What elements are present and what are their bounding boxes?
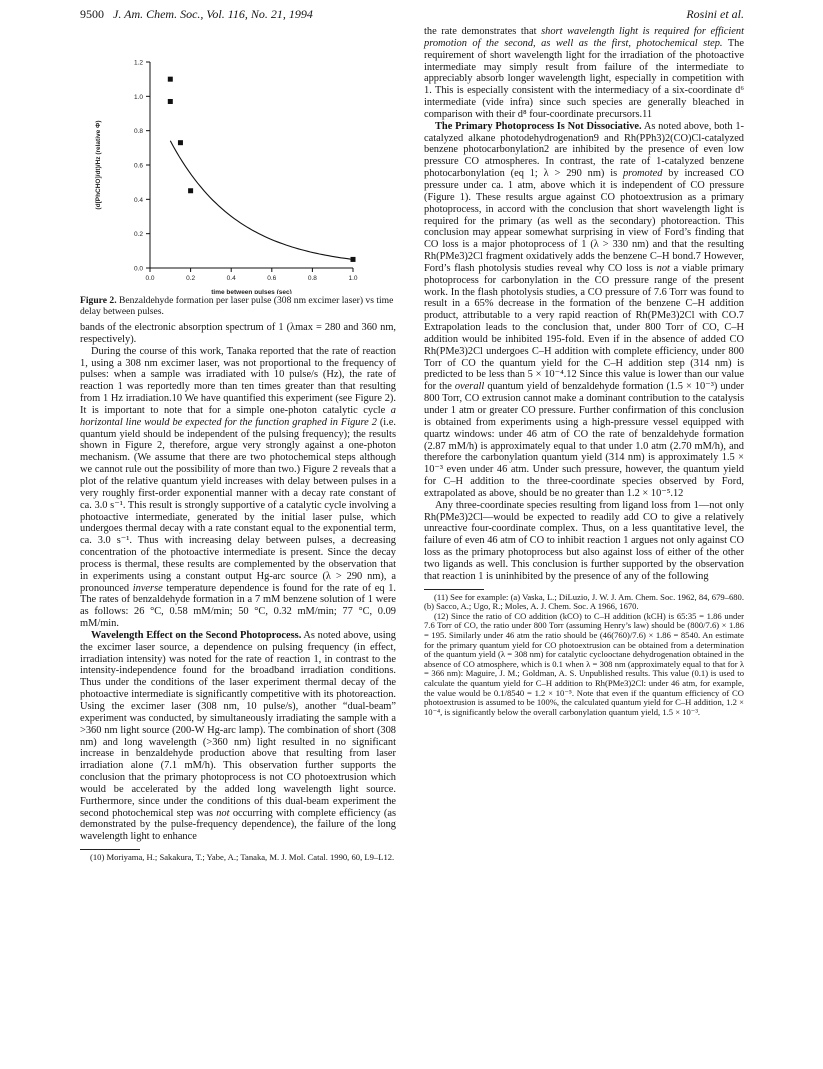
paragraph: bands of the electronic absorption spectrum of 1 (λmax = 280 and 360 nm, respectively). [80, 322, 396, 345]
data-point [168, 99, 173, 104]
running-header-authors: Rosini et al. [686, 7, 744, 21]
footnote-12: (12) Since the ratio of CO addition (kCO) to C–H addition (kCH) is 65:35 = 1.86 under 7.6 Torr of CO, the ratio under 800 Torr (assuming Henry’s law) should be (800/7.6) × 1.86 = 195. Similarly under 46 atm the ratio should be (46(760)/7.6) × 1.86 = 8540. An estimate for the primary quantum yield for CO photoextrusion can be obtained from a determination of the quantum yield (λ = 308 nm) for catalytic cyclooctane dehydrogenation obtained in the absence of CO atmosphere, which is 0.1 when λ = 308 nm (approximately equal to that for λ = 366 nm): Maguire, J. M.; Goldman, A. S. Unpublished results. This value (0.1) is used to calculate the quantum yield for C–H addition to Rh(PMe3)2Cl: under 46 atm, for example, the value would be 0.1/8540 = 1.2 × 10⁻⁵. Note that even if the quantum efficiency of CO photoextrusion is assumed to be 100%, the calculated quantum yield for C–H addition, 1.2 × 10⁻⁴, is significantly below the overall carbonylation quantum yield, 1.5 × 10⁻³. [424, 610, 744, 717]
figure-caption-text: Benzaldehyde formation per laser pulse (308 nm excimer laser) vs time delay between pulses. [80, 295, 394, 317]
figure-2-chart [78, 28, 398, 294]
paragraph: Wavelength Effect on the Second Photoprocess. As noted above, using the excimer laser source, a dependence on pulsing frequency (in effect, irradiation intensity) was noted for the rate of reaction 1, in contrast to the intensity-independence found for the broadband irradiation conditions. Thus under the conditions of the laser experiment thermal decay of the photoactive intermediate is significantly competitive with its photoreaction. Using the excimer laser (308 nm, 10 pulse/s), another “dual-beam” experiment was conducted, by simultaneously irradiating the sample with a >360 nm light source (200-W Hg-arc lamp). The combination of short (308 nm) and long wavelength (>360 nm) light resulted in no significant increase in benzaldehyde production above that resulting from laser irradiation alone (7.1 mM/h). This observation further supports the conclusion that the primary photoprocess is not CO photoextrusion which would be accelerated by the added long wavelength light source. Furthermore, since under the conditions of this dual-beam experiment the second photochemical step was not occurring with complete efficiency (as demonstrated by the pulse-frequency dependence), the failure of the long wavelength light to enhance [80, 629, 396, 843]
x-tick-label: 0.0 [145, 275, 155, 282]
y-tick-label: 0.2 [133, 231, 143, 239]
footnotes [424, 593, 744, 718]
y-tick-label: 1.2 [133, 59, 143, 67]
y-tick-label: 1.0 [133, 93, 143, 101]
section-heading: The Primary Photoprocess Is Not Dissociative. [435, 120, 642, 132]
paragraph: the rate demonstrates that short wavelength light is required for efficient promotion of the second, as well as the first, photochemical step. The requirement of short wavelength light for the irradiation of the photoactive intermediate may simply result from failure of the intermediate to appreciably absorb longer wavelength light, especially in competition with 1. This is especially consistent with the intermediacy of a six-coordinate d⁶ intermediate (vide infra) since such species are generally bleached in comparison with their d⁸ four-coordinate precursors.11 [424, 26, 744, 120]
footnote-11: (11) See for example: (a) Vaska, L.; DiLuzio, J. W. J. Am. Chem. Soc. 1962, 84, 679–680. (b) Sacco, A.; Ugo, R.; Moles, A. J. Chem. Soc. A 1966, 1670. [424, 591, 744, 612]
journal-citation: J. Am. Chem. Soc., Vol. 116, No. 21, 1994 [113, 7, 313, 21]
paragraph: During the course of this work, Tanaka reported that the rate of reaction 1, using a 308 nm excimer laser, was not proportional to the frequency of pulses: when a sample was irradiated with 10 pulse/s (Hz), the rate of reaction 1 was reportedly more than ten times greater than that resulting from 1 Hz irradiation.10 We have quantified this experiment (see Figure 2). It is important to note that for a simple one-photon catalytic cycle a horizontal line would be expected for the function graphed in Figure 2 (i.e. quantum yield should be independent of the pulsing frequency); the results shown in Figure 2, therefore, argue very strongly against a one-photon mechanism. (We assume that there are two photochemical steps although we cannot rule out the possibility of more than two.) Figure 2 reveals that a plot of the relative quantum yield increases with delay between pulses in a very roughly first-order exponential manner with a decay rate constant of ca. 3.0 s⁻¹. This result is strongly supportive of a catalytic cycle involving a photoactive intermediate, generated by the initial laser pulse, which undergoes thermal decay with a rate constant equal to the exponential term, ca. 3.0 s⁻¹. Thus with increasing delay between pulses, a decreasing concentration of the photoactive intermediate is present. Since the decay process is thermal, these results are complemented by the observation that in experiments using a constant output Hg-arc source (λ > 290 nm), a pronounced inverse temperature dependence is found for the rate of eq 1. The rates of benzaldehyde formation in a 7 mM benzene solution of 1 were as follows: 26 °C, 0.58 mM/min; 50 °C, 0.32 mM/min; 77 °C, 0.09 mM/min. [80, 345, 396, 630]
y-tick-label: 0.6 [133, 162, 143, 170]
left-column [80, 322, 396, 863]
right-column [424, 26, 744, 717]
y-tick-label: 0.4 [133, 196, 143, 204]
footnote-10: (10) Moriyama, H.; Sakakura, T.; Yabe, A.; Tanaka, M. J. Mol. Catal. 1990, 60, L9–L12. [90, 852, 395, 863]
x-tick-label: 1.0 [348, 275, 358, 282]
data-point [351, 257, 356, 262]
page-number: 9500 [80, 7, 104, 21]
paragraph: Any three-coordinate species resulting from ligand loss from 1—not only Rh(PMe3)2Cl—would be expected to readily add CO to give a relatively unreactive four-coordinate complex. Thus, on a less quantitative level, the failure of even 46 atm of CO to inhibit reaction 1 argues not only against CO loss as the primary photoprocess but also against loss of either of the other two ligands as well. This conclusion is further supported by the observation that reaction 1 is uninhibited by the presence of any of the following [424, 499, 744, 582]
paragraph: The Primary Photoprocess Is Not Dissociative. As noted above, both 1-catalyzed alkane photodehydrogenation9 and Rh(PPh3)2(CO)Cl-catalyzed benzene photocarbonylation2 are inhibited by the presence of even low pressure CO atmospheres. In contrast, the rate of 1-catalyzed benzene photocarbonylation (eq 1; λ > 290 nm) is promoted by increased CO pressure under ca. 1 atm, above which it is independent of CO pressure (Figure 1). These results argue against CO photoextrusion as a primary photoprocess, in accord with the conclusion that short wavelength light is required for the primary (as well as the secondary) photoreaction. This conclusion may appear somewhat surprising in view of Ford’s finding that CO loss is a major photoprocess of 1 (λ > 330 nm) and that the resulting Rh(PMe3)2Cl fragment oxidatively adds the benzene C–H bond.7 However, Ford’s flash photolysis studies reveal why CO loss is not a viable primary photoprocess for carbonylation in the CO pressure range of the present work. In the flash photolysis studies, a CO pressure of 7.6 Torr was found to result in a 65% decrease in the formation of the benzene C–H addition product, attributable to a very rapid reaction of Rh(PMe3)2Cl with CO.7 Extrapolation leads to the conclusion that, under 800 Torr of CO, C–H addition would be inhibited 195-fold. Even if in the absence of added CO Rh(PMe3)2Cl undergoes C–H addition with complete efficiency, under 800 Torr of CO the quantum yield for the C–H addition step (314 nm) is predicted to be less than 5 × 10⁻⁴.12 Since this value is lower than our value for the overall quantum yield of benzaldehyde formation (1.5 × 10⁻³) under 800 Torr, CO extrusion cannot make a dominant contribution to the catalysis under 1 atm or greater CO pressure. Further confirmation of this conclusion is obtained from experiments using a high-pressure vessel equipped with quartz windows: under 46 atm of CO the rate of benzaldehyde formation (2.87 mM/h) is approximately equal to that under 1.0 atm (2.70 mM/h), and therefore the carbonylation quantum yield (314 nm) is approximately 1.5 × 10⁻³ even under 46 atm. Under such pressure, however, the quantum yield for C–H addition to the three-coordinate species observed by Ford, extrapolated as above, should be no greater than 1.2 × 10⁻⁵.12 [424, 120, 744, 499]
footnote-divider [80, 849, 140, 850]
running-header-left [80, 7, 313, 22]
data-point [188, 188, 193, 193]
y-tick-label: 0.8 [133, 128, 143, 136]
footnote-divider [424, 589, 484, 590]
figure-2 [78, 28, 398, 294]
data-point [168, 77, 173, 82]
x-tick-label: 0.2 [186, 275, 196, 282]
data-point [178, 140, 183, 145]
figure-caption [80, 295, 396, 317]
x-tick-label: 0.8 [307, 275, 317, 282]
x-tick-label: 0.6 [267, 275, 277, 282]
footnotes [80, 853, 396, 863]
y-axis-label: (d[PhCHO]/dt)/Hz (relative Φ) [95, 120, 102, 210]
section-heading: Wavelength Effect on the Second Photoprocess. [91, 629, 302, 641]
figure-label: Figure 2. [80, 295, 117, 306]
fit-curve [170, 141, 353, 260]
x-axis-label: time between pulses (sec) [211, 289, 292, 294]
y-tick-label: 0.0 [133, 265, 143, 273]
x-tick-label: 0.4 [226, 275, 236, 282]
